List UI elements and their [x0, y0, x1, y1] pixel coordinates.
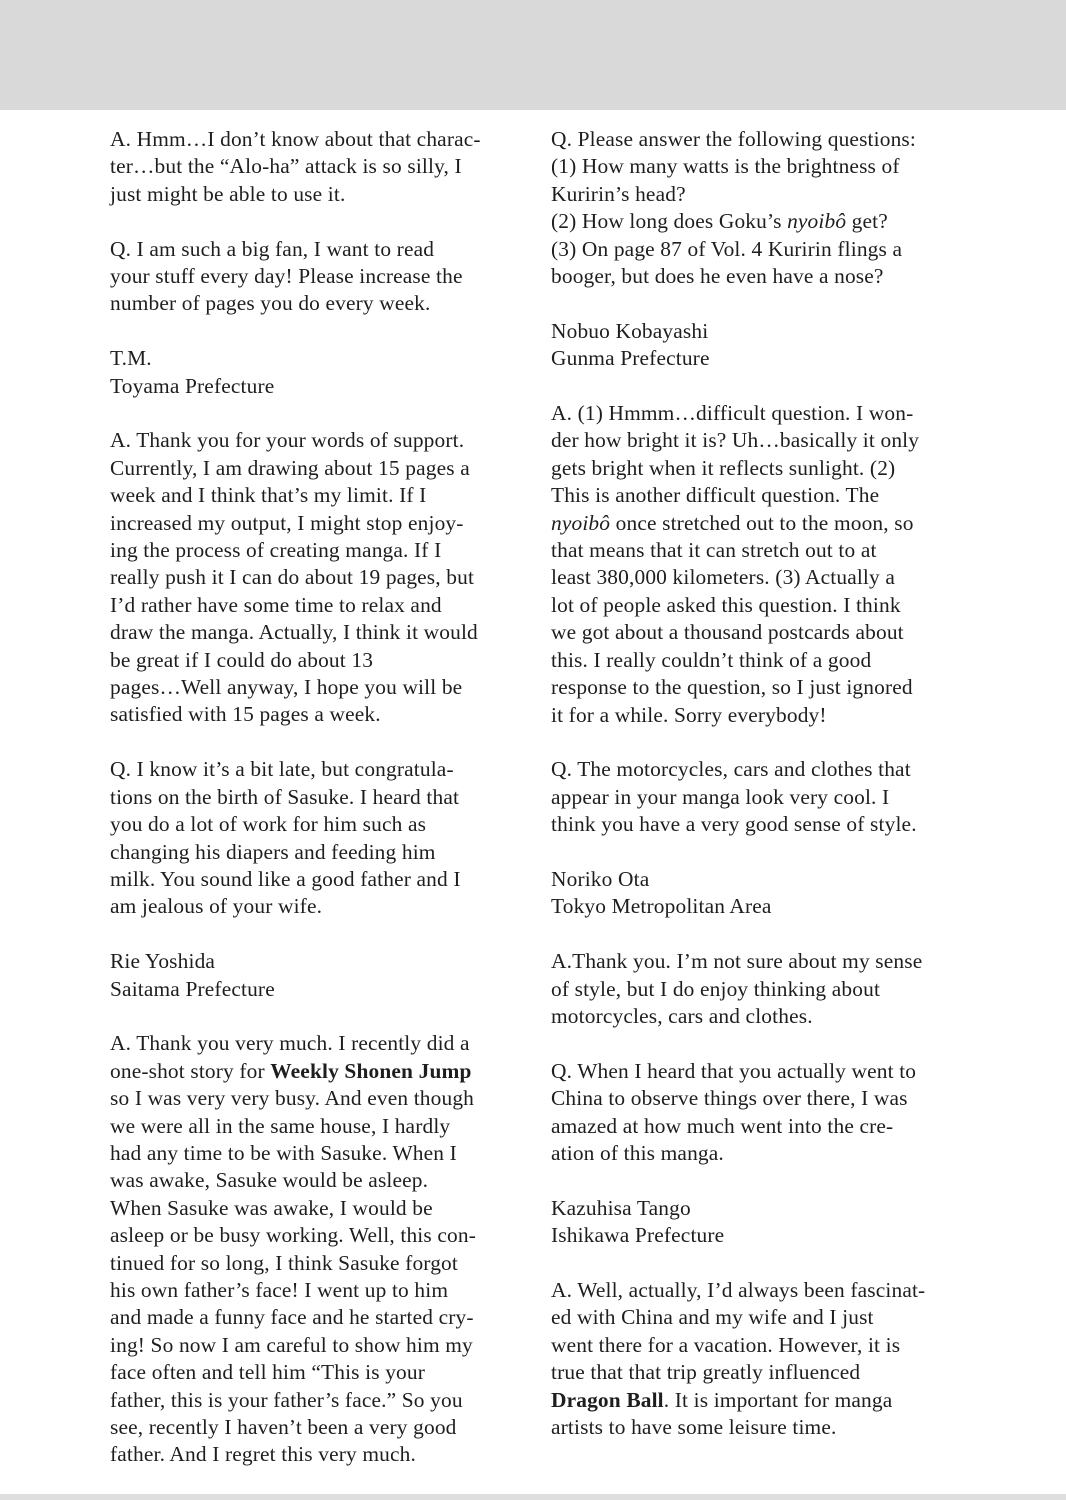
text-line	[551, 564, 971, 591]
answer-label: A.	[551, 1277, 573, 1302]
text-segment: tions on the birth of Sasuke. I heard that	[110, 784, 460, 809]
text-segment: so I was very very busy. And even though	[110, 1086, 475, 1111]
question-block	[551, 126, 971, 290]
text-segment: I am such a big fan, I want to read	[131, 236, 435, 261]
answer-block	[551, 400, 971, 729]
text-segment: true that that trip greatly influenced	[551, 1360, 861, 1385]
text-line	[551, 537, 971, 564]
answer-label: A.	[110, 1031, 132, 1056]
text-line	[551, 236, 971, 263]
question-label: Q.	[110, 236, 132, 261]
signature-line	[551, 345, 971, 372]
text-line	[110, 564, 535, 591]
text-segment: Noriko Ota	[551, 866, 650, 891]
text-segment: When Sasuke was awake, I would be	[110, 1195, 433, 1220]
text-segment: get?	[846, 209, 888, 234]
text-line	[110, 811, 535, 838]
text-segment: increased my output, I might stop enjoy-	[110, 510, 464, 535]
signature-block	[110, 345, 535, 400]
text-line	[110, 1058, 535, 1085]
text-segment: ing the process of creating manga. If I	[110, 538, 442, 563]
text-line	[110, 427, 535, 454]
text-segment: artists to have some leisure time.	[551, 1414, 837, 1439]
text-segment: once stretched out to the moon, so	[610, 510, 914, 535]
text-line	[551, 674, 971, 701]
text-line	[110, 1222, 535, 1249]
text-line	[551, 647, 971, 674]
text-line	[110, 1140, 535, 1167]
answer-label: A.	[551, 401, 573, 426]
text-line	[110, 592, 535, 619]
text-segment: Thank you very much. I recently did a	[131, 1031, 470, 1056]
text-line	[551, 1113, 971, 1140]
text-line	[110, 482, 535, 509]
text-segment: The motorcycles, cars and clothes that	[572, 757, 911, 782]
text-line	[110, 510, 535, 537]
text-line	[110, 756, 535, 783]
text-line	[551, 1277, 971, 1304]
text-line	[551, 427, 971, 454]
signature-line	[551, 866, 971, 893]
text-line	[110, 263, 535, 290]
text-segment: satisfied with 15 pages a week.	[110, 702, 381, 727]
question-block	[110, 756, 535, 920]
text-line	[551, 784, 971, 811]
text-line	[551, 510, 971, 537]
text-segment: motorcycles, cars and clothes.	[551, 1003, 813, 1028]
text-line	[110, 236, 535, 263]
signature-line	[551, 1222, 971, 1249]
text-segment: draw the manga. Actually, I think it would	[110, 620, 478, 645]
question-label: Q.	[551, 127, 573, 151]
text-segment: father. And I regret this very much.	[110, 1442, 416, 1467]
text-line	[110, 1359, 535, 1386]
text-segment: Hmm…I don’t know about that charac-	[131, 127, 481, 151]
text-segment: week and I think that’s my limit. If I	[110, 483, 427, 508]
text-line	[110, 619, 535, 646]
text-line	[110, 839, 535, 866]
text-line	[551, 1003, 971, 1030]
text-line	[110, 784, 535, 811]
text-segment: his own father’s face! I went up to him	[110, 1277, 449, 1302]
text-line	[110, 290, 535, 317]
text-segment: Please answer the following questions:	[572, 127, 916, 151]
text-segment: went there for a vacation. However, it is	[551, 1332, 901, 1357]
text-segment: (1) How many watts is the brightness of	[551, 154, 900, 179]
right-column	[551, 126, 971, 1469]
text-segment: pages…Well anyway, I hope you will be	[110, 675, 463, 700]
text-line	[551, 400, 971, 427]
signature-line	[110, 976, 535, 1003]
text-segment: Nobuo Kobayashi	[551, 318, 709, 343]
text-segment: der how bright it is? Uh…basically it only	[551, 428, 920, 453]
text-segment: really push it I can do about 19 pages, but	[110, 565, 475, 590]
text-line	[551, 1332, 971, 1359]
signature-line	[110, 948, 535, 975]
text-segment: (3) On page 87 of Vol. 4 Kuririn flings a	[551, 236, 903, 261]
text-segment: father, this is your father’s face.” So you	[110, 1387, 463, 1412]
text-line	[551, 592, 971, 619]
text-segment: ter…but the “Alo-ha” attack is so silly, I	[110, 154, 462, 179]
text-segment: face often and tell him “This is your	[110, 1360, 426, 1385]
text-segment: just might be able to use it.	[110, 181, 346, 206]
text-segment: of style, but I do enjoy thinking about	[551, 976, 881, 1001]
text-segment: Well, actually, I’d always been fascinat-	[572, 1277, 926, 1302]
text-segment: amazed at how much went into the cre-	[551, 1113, 894, 1138]
text-segment: asleep or be busy working. Well, this con-	[110, 1223, 476, 1248]
text-line	[110, 537, 535, 564]
text-segment: (2) How long does Goku’s	[551, 209, 788, 234]
italic-term: nyoibô	[787, 209, 847, 234]
text-segment: tinued for so long, I think Sasuke forgot	[110, 1250, 458, 1275]
signature-line	[110, 345, 535, 372]
text-line	[110, 866, 535, 893]
text-line	[551, 153, 971, 180]
text-segment: ed with China and my wife and I just	[551, 1305, 874, 1330]
text-line	[110, 1304, 535, 1331]
answer-label: A.	[110, 428, 132, 453]
text-segment: be great if I could do about 13	[110, 647, 374, 672]
text-line	[551, 1359, 971, 1386]
text-segment: (1) Hmmm…difficult question. I won-	[572, 401, 914, 426]
signature-line	[551, 318, 971, 345]
text-segment: we got about a thousand postcards about	[551, 620, 904, 645]
text-line	[110, 1277, 535, 1304]
text-line	[551, 811, 971, 838]
text-line	[551, 1085, 971, 1112]
top-header-band	[0, 0, 1066, 110]
text-line	[110, 1332, 535, 1359]
text-line	[551, 976, 971, 1003]
signature-line	[110, 373, 535, 400]
text-line	[110, 1195, 535, 1222]
text-line	[110, 1030, 535, 1057]
text-segment: we were all in the same house, I hardly	[110, 1113, 451, 1138]
text-segment: gets bright when it reflects sunlight. (2)	[551, 455, 896, 480]
text-segment: booger, but does he even have a nose?	[551, 264, 884, 289]
italic-term: nyoibô	[551, 510, 611, 535]
text-segment: response to the question, so I just ignored	[551, 675, 913, 700]
text-segment: Thank you. I’m not sure about my sense	[572, 949, 923, 974]
text-segment: that means that it can stretch out to at	[551, 538, 877, 563]
text-line	[110, 455, 535, 482]
text-line	[110, 674, 535, 701]
text-line	[110, 1387, 535, 1414]
text-segment: ation of this manga.	[551, 1140, 724, 1165]
text-segment: this. I really couldn’t think of a good	[551, 647, 872, 672]
text-segment: was awake, Sasuke would be asleep.	[110, 1168, 429, 1193]
answer-label: A.	[551, 949, 573, 974]
signature-block	[551, 866, 971, 921]
text-segment: milk. You sound like a good father and I	[110, 866, 461, 891]
text-line	[551, 702, 971, 729]
answer-block	[551, 1277, 971, 1441]
text-line	[110, 647, 535, 674]
text-segment: Kuririn’s head?	[551, 181, 686, 206]
text-segment: Toyama Prefecture	[110, 373, 275, 398]
answer-block	[110, 126, 535, 208]
text-line	[110, 701, 535, 728]
text-line	[551, 482, 971, 509]
text-segment: and made a funny face and he started cry-	[110, 1305, 474, 1330]
text-segment: . It is important for manga	[663, 1387, 893, 1412]
text-segment: T.M.	[110, 346, 152, 371]
text-segment: Gunma Prefecture	[551, 346, 710, 371]
text-line	[110, 1085, 535, 1112]
text-segment: least 380,000 kilometers. (3) Actually a	[551, 565, 896, 590]
text-segment: Kazuhisa Tango	[551, 1195, 691, 1220]
answer-label: A.	[110, 127, 132, 151]
text-segment: I know it’s a bit late, but congratula-	[131, 757, 454, 782]
text-segment: had any time to be with Sasuke. When I	[110, 1140, 457, 1165]
text-segment: you do a lot of work for him such as	[110, 812, 427, 837]
text-line	[110, 181, 535, 208]
text-segment: ing! So now I am careful to show him my	[110, 1332, 473, 1357]
text-line	[110, 153, 535, 180]
text-line	[551, 756, 971, 783]
text-segment: Ishikawa Prefecture	[551, 1223, 725, 1248]
signature-block	[110, 948, 535, 1003]
question-label: Q.	[551, 757, 573, 782]
text-segment: China to observe things over there, I was	[551, 1086, 908, 1111]
text-line	[551, 126, 971, 153]
text-line	[551, 455, 971, 482]
text-line	[110, 1113, 535, 1140]
signature-block	[551, 1195, 971, 1250]
text-segment: am jealous of your wife.	[110, 894, 323, 919]
left-column	[110, 126, 535, 1496]
text-segment: appear in your manga look very cool. I	[551, 784, 890, 809]
text-line	[110, 1167, 535, 1194]
text-segment: Currently, I am drawing about 15 pages a	[110, 455, 470, 480]
signature-line	[551, 1195, 971, 1222]
question-block	[551, 756, 971, 838]
question-label: Q.	[551, 1058, 573, 1083]
question-block	[110, 236, 535, 318]
text-segment: one-shot story for	[110, 1058, 271, 1083]
question-block	[551, 1058, 971, 1168]
text-line	[551, 1140, 971, 1167]
text-line	[551, 619, 971, 646]
answer-block	[551, 948, 971, 1030]
text-segment: think you have a very good sense of style.	[551, 812, 917, 837]
text-segment: When I heard that you actually went to	[572, 1058, 917, 1083]
answer-block	[110, 427, 535, 728]
text-segment: it for a while. Sorry everybody!	[551, 702, 827, 727]
title-text: Weekly Shonen Jump	[270, 1058, 472, 1083]
text-segment: Rie Yoshida	[110, 949, 216, 974]
text-segment: Thank you for your words of support.	[131, 428, 465, 453]
text-line	[551, 208, 971, 235]
text-line	[110, 1441, 535, 1468]
text-segment: see, recently I haven’t been a very good	[110, 1415, 457, 1439]
text-segment: changing his diapers and feeding him	[110, 839, 436, 864]
answer-block	[110, 1030, 535, 1469]
text-line	[110, 1250, 535, 1277]
text-line	[551, 263, 971, 290]
signature-block	[551, 318, 971, 373]
text-segment: your stuff every day! Please increase the	[110, 264, 463, 289]
text-line	[551, 181, 971, 208]
text-line	[551, 1414, 971, 1441]
text-line	[110, 1414, 535, 1441]
text-line	[110, 126, 535, 153]
text-segment: number of pages you do every week.	[110, 291, 431, 316]
text-segment: Tokyo Metropolitan Area	[551, 894, 772, 919]
title-text: Dragon Ball	[551, 1387, 664, 1412]
text-line	[551, 948, 971, 975]
text-segment: Saitama Prefecture	[110, 976, 275, 1001]
bottom-footer-band	[0, 1494, 1066, 1500]
question-label: Q.	[110, 757, 132, 782]
signature-line	[551, 893, 971, 920]
text-line	[551, 1387, 971, 1414]
text-segment: This is another difficult question. The	[551, 483, 880, 508]
text-line	[110, 893, 535, 920]
text-line	[551, 1304, 971, 1331]
text-segment: I’d rather have some time to relax and	[110, 592, 442, 617]
text-segment: lot of people asked this question. I think	[551, 592, 901, 617]
text-line	[551, 1058, 971, 1085]
